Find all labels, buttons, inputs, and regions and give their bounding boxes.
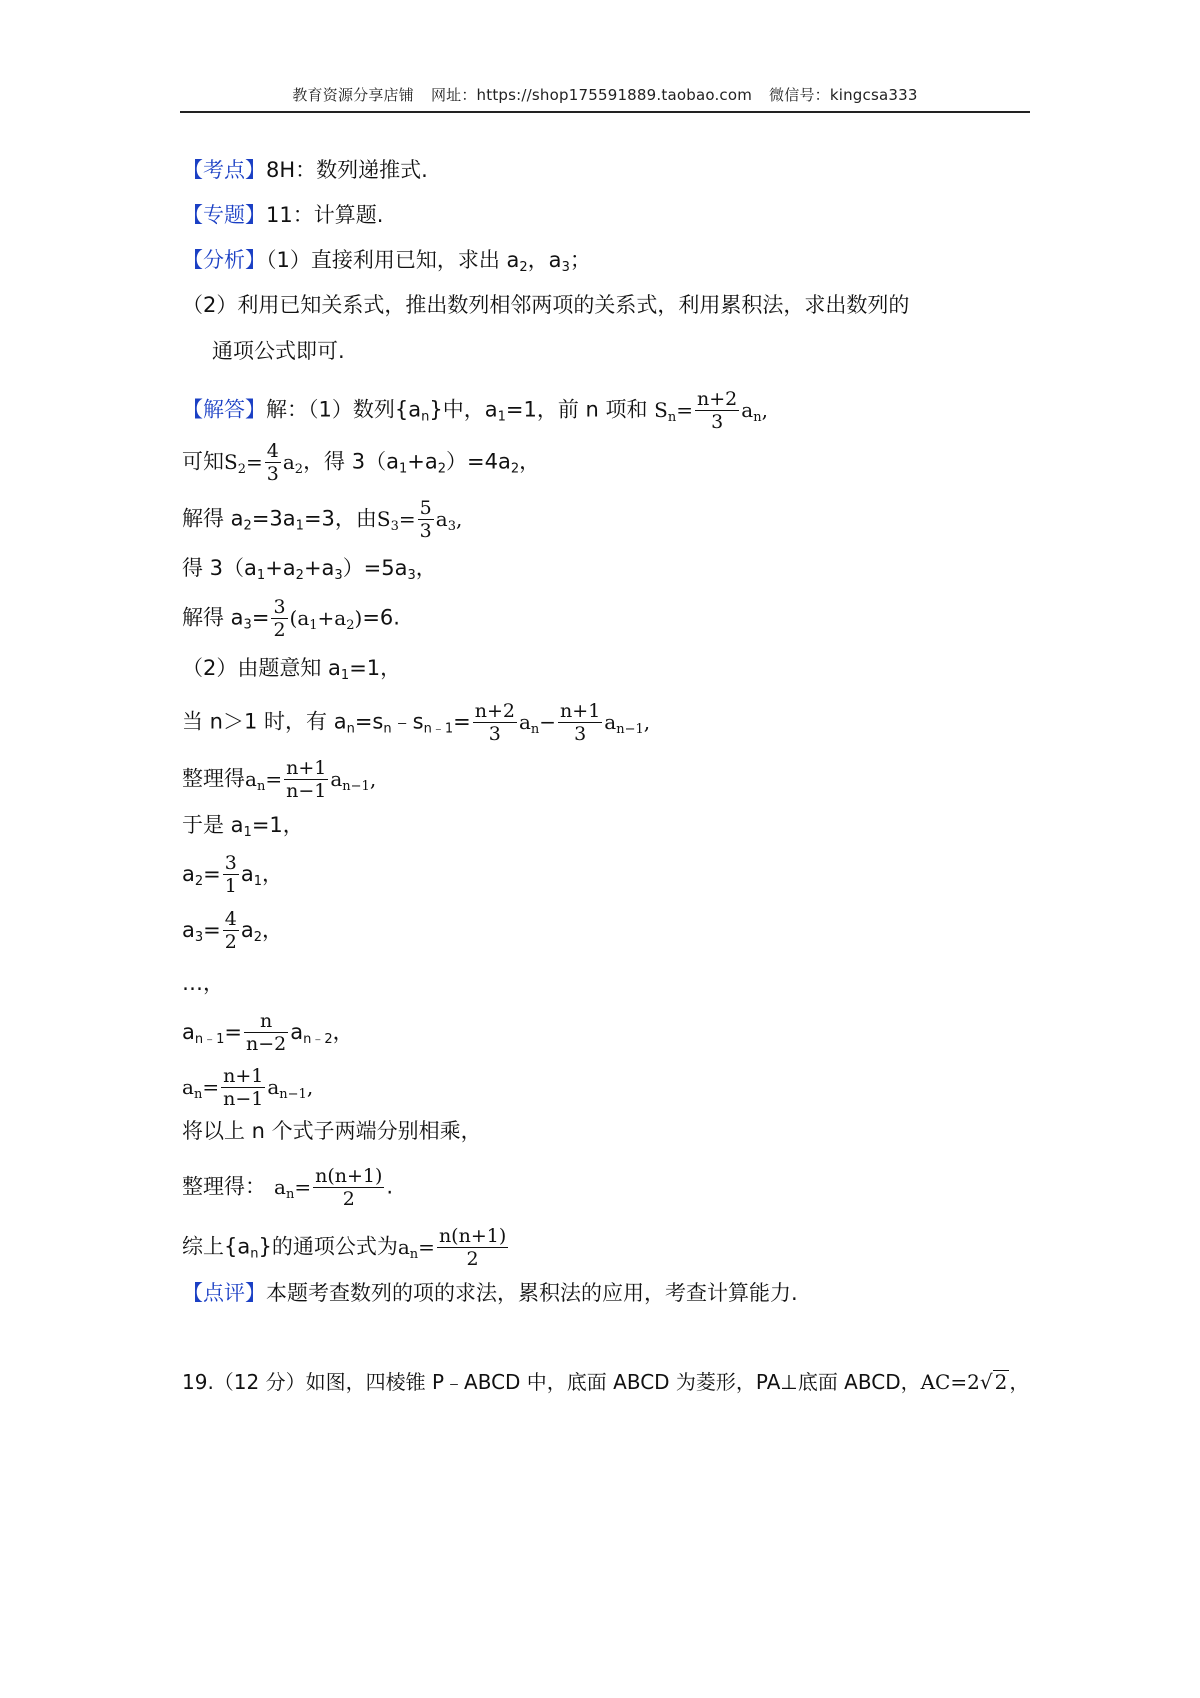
kaodian-tag: 【考点】 xyxy=(182,158,266,182)
fraction: $\frac{n(n+1)}{2}$ xyxy=(438,1225,507,1270)
fraction: $\frac{n+1}{n-1}$ xyxy=(223,1065,264,1110)
jieda-line-3: 解得 $a_2=3a_1=3$，由$S_3=$ $\frac{5}{3}$ $a_3$, xyxy=(182,497,463,542)
formula-var: $a_3$, xyxy=(435,506,463,534)
formula-var: $a_n=$ xyxy=(182,1074,220,1102)
formula-var: $a_n-$ xyxy=(518,709,557,737)
jieda-line-12 xyxy=(182,968,224,998)
page-header xyxy=(180,84,1030,112)
kaodian-text: 8H：数列递推式. xyxy=(266,158,428,182)
text: =1，前 n 项和 xyxy=(505,397,648,422)
fenxi-line-1 xyxy=(182,245,591,275)
jieda-line-4: 得 $3(a_1+a_2+a_3)=5a_3$， xyxy=(182,556,437,583)
formula-var: $(a_1+a_2)$ xyxy=(289,605,363,633)
text: 整理得： xyxy=(182,1174,266,1199)
text: =1， xyxy=(349,656,402,680)
text: =1， xyxy=(251,813,304,837)
text: ， xyxy=(1009,1370,1030,1394)
jieda-line-1 xyxy=(182,388,768,433)
formula-var: $a_n$, xyxy=(741,397,768,425)
text: 可知 xyxy=(182,449,224,474)
subscript: n xyxy=(421,409,430,425)
formula-var: $a_{n-1}$, xyxy=(604,709,651,737)
text: （2）由题意知 a xyxy=(182,656,341,680)
zhuanti-text: 11：计算题. xyxy=(266,203,384,227)
fraction: $\frac{5}{3}$ xyxy=(419,497,432,542)
jieda-line-5: 解得 $a_3=$ $\frac{3}{2}$ $(a_1+a_2)=6$. xyxy=(182,596,400,641)
header-rule xyxy=(180,111,1030,113)
dianping-line xyxy=(182,1278,798,1308)
formula-var: $S_3=$ xyxy=(376,506,416,534)
fenxi-text: （2）利用已知关系式，推出数列相邻两项的关系式，利用累积法，求出数列的 xyxy=(182,293,910,317)
jieda-line-10: $a_2=$ $\frac{3}{1}$ $a_1$， xyxy=(182,852,284,897)
text: 将以上 n 个式子两端分别相乘， xyxy=(182,1119,482,1143)
jieda-line-7: 当 n＞1 时，有 $a_n=s_n﹣s_{n﹣1}=$ $\frac{n+2}{3}$ $a_n-$ $\frac{n+1}{3}$ $a_{n-1}$, xyxy=(182,700,651,745)
fenxi-text: ，a xyxy=(527,248,562,272)
text: ，得 3（a xyxy=(303,449,399,474)
text: ， xyxy=(519,449,541,474)
text: +a xyxy=(303,556,335,580)
jieda-line-13: $a_{n﹣1}=$ $\frac{n}{n-2}$ $a_{n﹣2}$， xyxy=(182,1010,354,1055)
formula-ac: AC=2√ 2 xyxy=(920,1370,1008,1394)
formula-var: $a_n=$ xyxy=(274,1174,312,1202)
text: }的通项公式为 xyxy=(258,1234,398,1259)
question-19 xyxy=(182,1367,1029,1397)
dianping-tag: 【点评】 xyxy=(182,1281,266,1305)
text: ﹣s xyxy=(391,709,424,734)
formula-var: $a_{n-1}$, xyxy=(330,766,377,794)
text: 解：（1）数列{a xyxy=(266,397,422,422)
text: 解得 a xyxy=(182,605,244,630)
text: …， xyxy=(182,971,224,995)
fraction: $\frac{n}{n-2}$ xyxy=(246,1010,287,1055)
text: ）=4a xyxy=(446,449,511,474)
text: =6. xyxy=(362,605,400,630)
formula-var: $S_2=$ xyxy=(224,449,263,477)
fraction: $\frac{n+1}{3}$ xyxy=(560,700,601,745)
text: 当 n＞1 时，有 a xyxy=(182,709,347,734)
fenxi-text: 通项公式即可. xyxy=(212,339,345,363)
header-site: 网址：https://shop175591889.taobao.com xyxy=(430,86,753,104)
text: ）=5a xyxy=(342,556,408,580)
dianping-text: 本题考查数列的项的求法，累积法的应用，考查计算能力. xyxy=(266,1281,798,1305)
jieda-line-14 xyxy=(182,1065,313,1110)
jieda-line-17: 综上$\{a_n\}$的通项公式为$a_n=$ $\frac{n(n+1)}{2}$ xyxy=(182,1225,507,1270)
formula-var: $S_n=$ xyxy=(654,397,694,425)
fenxi-line-2 xyxy=(182,290,909,320)
fenxi-line-3 xyxy=(212,336,345,366)
header-shop: 教育资源分享店铺 xyxy=(292,86,414,104)
q19-text: 19.（12 分）如图，四棱锥 P﹣ABCD 中，底面 ABCD 为菱形，PA⊥底面 ABCD， xyxy=(182,1370,921,1394)
fenxi-text: ； xyxy=(569,248,591,272)
text: 整理得 xyxy=(182,766,245,791)
jieda-line-9: 于是 $a_1=1$， xyxy=(182,813,304,840)
fraction: $\frac{3}{1}$ xyxy=(224,852,237,897)
text: }中，a xyxy=(429,397,498,422)
fraction: $\frac{n+1}{n-1}$ xyxy=(286,757,327,802)
formula-var: $a_n=$ xyxy=(245,766,283,794)
zhuanti-line xyxy=(182,200,383,230)
fraction: $\frac{3}{2}$ xyxy=(273,596,286,641)
text: =3，由 xyxy=(303,506,377,531)
subscript: 3 xyxy=(561,260,570,275)
text: =3a xyxy=(251,506,296,531)
jieda-line-15 xyxy=(182,1116,482,1146)
fenxi-tag: 【分析】 xyxy=(182,248,266,272)
formula-var: $a_n=$ xyxy=(397,1234,435,1262)
fraction: $\frac{4}{2}$ xyxy=(224,908,237,953)
jieda-line-16: 整理得： $a_n=$ $\frac{n(n+1)}{2}$ . xyxy=(182,1165,394,1210)
subscript: 2 xyxy=(519,260,528,275)
zhuanti-tag: 【专题】 xyxy=(182,203,266,227)
text: 得 3（a xyxy=(182,556,257,580)
text: 综上{a xyxy=(182,1234,251,1259)
text: 于是 a xyxy=(182,813,244,837)
text: +a xyxy=(407,449,438,474)
kaodian-line xyxy=(182,155,428,185)
fenxi-text: （1）直接利用已知，求出 a xyxy=(266,248,520,272)
fraction: $\frac{n(n+1)}{2}$ xyxy=(315,1165,383,1210)
fraction: $\frac{4}{3}$ xyxy=(266,440,279,485)
text: ， xyxy=(415,556,437,580)
jieda-line-11: $a_3=$ $\frac{4}{2}$ $a_2$， xyxy=(182,908,284,953)
header-wechat: 微信号：kingcsa333 xyxy=(769,86,918,104)
jieda-line-2: 可知$S_2=$ $\frac{4}{3}$ $a_2$，得 $3(a_1+a_2)=4a_2$， xyxy=(182,440,541,485)
jieda-line-6: （2）由题意知 $a_1=1$， xyxy=(182,656,402,683)
text: =s xyxy=(354,709,384,734)
text: 解得 a xyxy=(182,506,244,531)
formula-var: $a_{n-1}$, xyxy=(267,1074,314,1102)
jieda-line-8 xyxy=(182,757,376,802)
jieda-tag: 【解答】 xyxy=(182,397,266,422)
fraction: $\frac{n+2}{3}$ xyxy=(474,700,515,745)
fraction: $\frac{n+2}{3}$ xyxy=(697,388,738,433)
subscript: 1 xyxy=(497,409,506,425)
formula-var: $a_2$ xyxy=(282,449,304,477)
text: +a xyxy=(265,556,296,580)
